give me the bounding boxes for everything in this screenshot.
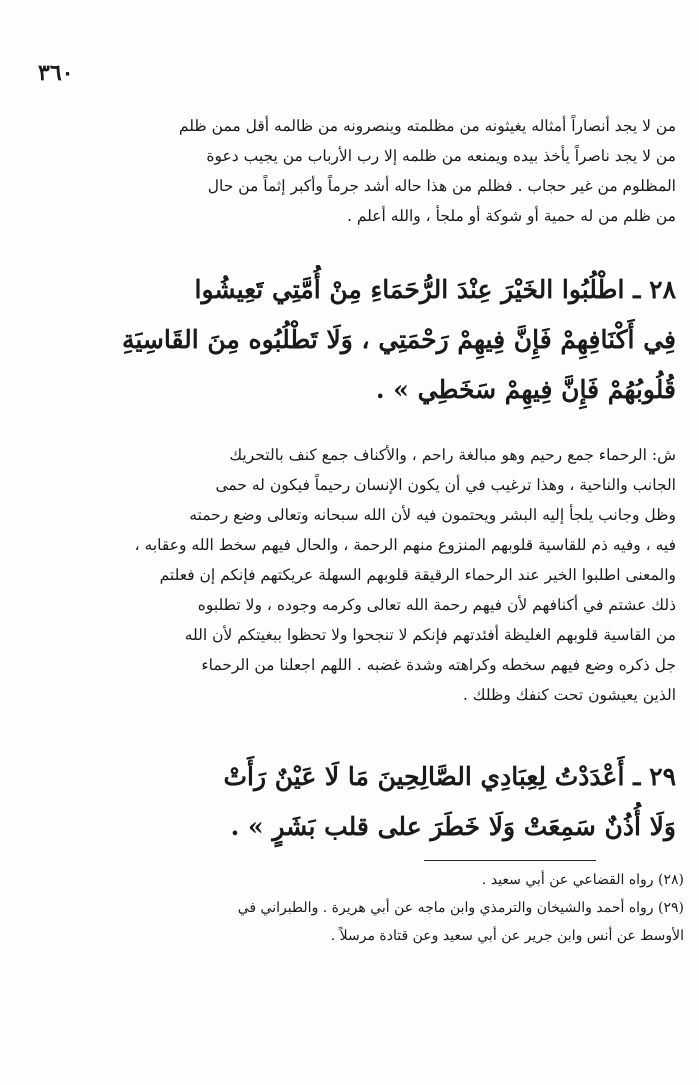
page-number: ٣٦٠ <box>38 60 74 86</box>
text-line: جل ذكره وضع فيهم سخطه وكراهته وشدة غضبه . اللهم اجعلنا من الرحماء <box>201 656 676 674</box>
footnotes <box>58 866 684 950</box>
commentary-paragraph <box>58 440 676 710</box>
footnote: (٢٩) رواه أحمد والشيخان والترمذي وابن ماجه عن أبي هريرة . والطبراني في <box>237 900 684 916</box>
text-line: الذين يعيشون تحت كنفك وظلك . <box>462 686 676 704</box>
text-line: من القاسية قلوبهم الغليظة أفئدتهم فإنكم لا تنجحوا ولا تحظوا ببغيتكم لأن الله <box>184 626 676 644</box>
hadith-line: فِي أَكْنَافِهِمْ فَإِنَّ فِيهِمْ رَحْمَتِي ، وَلَا تَطْلُبُوه مِنَ القَاسِيَةِ <box>121 325 676 354</box>
text-line: الجانب والناحية ، وهذا ترغيب في أن يكون الإنسان رحيماً فيكون له حمى <box>215 476 676 494</box>
text-line: من ظلم من له حمية أو شوكة أو ملجأ ، والله أعلم . <box>347 207 676 225</box>
text-line: وظل وجانب يلجأ إليه البشر ويحتمون فيه لأن الله سبحانه وتعالى وضع رحمته <box>189 506 676 524</box>
hadith-28 <box>62 265 676 415</box>
text-line: فيه ، وفيه ذم للقاسية قلوبهم المنزوع منهم الرحمة ، والحال فيهم سخط الله وعقابه ، <box>134 536 676 554</box>
intro-paragraph <box>64 111 676 231</box>
footnote: (٢٨) رواه القضاعي عن أبي سعيد . <box>481 872 684 888</box>
text-line: من لا يجد ناصراً يأخذ بيده ويمنعه من ظلمه إلا رب الأرباب من يجيب دعوة <box>206 147 676 165</box>
footnote: الأوسط عن أنس وابن جرير عن أبي سعيد وعن قتادة مرسلاً . <box>330 928 684 944</box>
text-line: ش: الرحماء جمع رحيم وهو مبالغة راحم ، والأكناف جمع كنف بالتحريك <box>229 446 676 464</box>
text-line: ذلك عشتم في أكنافهم لأن فيهم رحمة الله تعالى وكرمه وجوده ، ولا تطلبوه <box>197 596 676 614</box>
text-line: المظلوم من غير حجاب . فظلم من هذا حاله أشد جرماً وأكبر إثماً من حال <box>207 177 676 195</box>
hadith-line: وَلَا أُذُنٌ سَمِعَتْ وَلَا خَطَرَ على قلب بَشَرٍ » . <box>230 812 676 841</box>
footnote-divider <box>424 860 596 861</box>
text-line: والمعنى اطلبوا الخير عند الرحماء الرقيقة قلوبهم السهلة عريكتهم فإنكم إن فعلتم <box>159 566 676 584</box>
text-line: من لا يجد أنصاراً أمثاله يغيثونه من مظلمته وينصرونه من ظالمه أقل ممن ظلم <box>178 117 676 135</box>
hadith-line: ٢٨ ـ اطْلُبُوا الخَيْرَ عِنْدَ الرُّحَمَاءِ مِنْ أُمَّتِي تَعِيشُوا <box>194 275 676 304</box>
hadith-29 <box>62 752 676 852</box>
hadith-line: قُلُوبُهُمْ فَإِنَّ فِيهِمْ سَخَطِي » . <box>375 375 676 404</box>
hadith-line: ٢٩ ـ أَعْدَدْتُ لِعِبَادِي الصَّالِحِينَ مَا لَا عَيْنٌ رَأَتْ <box>223 762 676 791</box>
